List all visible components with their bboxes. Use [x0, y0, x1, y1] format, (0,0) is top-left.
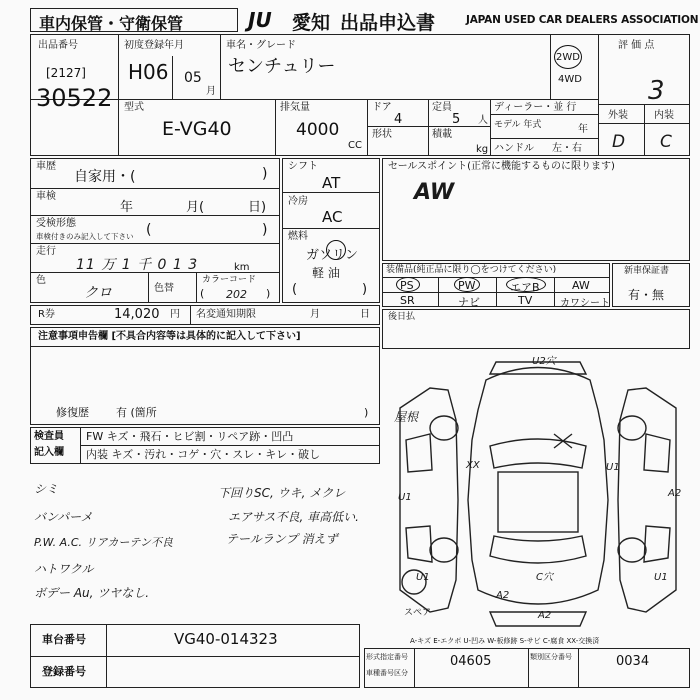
interior-label: 内装: [654, 110, 674, 121]
divider: [30, 346, 380, 347]
backseat-label: 後日払: [388, 312, 416, 322]
handle-label: ハンドル: [494, 143, 534, 154]
repair-value: 有 (箇所: [116, 406, 157, 419]
inspection-month: 月(: [186, 200, 205, 215]
color-value: クロ: [84, 285, 112, 301]
divider: [30, 99, 598, 100]
diagram-mark: U1: [398, 492, 412, 503]
equipment-label: 装備品(純正品に限り◯をつけてください): [386, 265, 557, 275]
divider: [528, 648, 529, 688]
divider: [598, 34, 599, 156]
note-line: ハトワクル: [34, 562, 94, 576]
divider: [148, 272, 149, 303]
divider: [550, 34, 551, 99]
history-close: ): [262, 166, 268, 182]
recipient-note: 車検付きのみ記入して下さい: [36, 232, 134, 241]
divider: [428, 99, 429, 156]
capacity-label: 定員: [432, 102, 452, 113]
color-label: 色: [36, 275, 46, 286]
logo: [246, 8, 294, 30]
drive-4wd: 4WD: [558, 74, 582, 85]
org-english: JAPAN USED CAR DEALERS ASSOCIATION: [466, 14, 699, 26]
equip-pw: PW: [458, 279, 476, 292]
divider: [106, 624, 107, 688]
inspector-label: 検査員: [34, 431, 64, 442]
mileage-label: 走行: [36, 246, 56, 257]
org-name: 愛知: [292, 12, 331, 34]
exterior-label: 外装: [608, 110, 628, 121]
shift-label: シフト: [288, 161, 318, 172]
diagram-mark: C穴: [536, 572, 553, 583]
inspection-label: 車検: [36, 191, 56, 202]
first-reg-month: 05: [184, 70, 202, 86]
divider: [190, 305, 191, 325]
divider: [490, 99, 491, 156]
diagram-mark: XX: [466, 460, 480, 471]
recipient-label: 受検形態: [36, 218, 76, 229]
inspection-year: 年: [120, 200, 134, 215]
equip-ps-circle: [396, 277, 420, 292]
color-code-label: カラーコード: [202, 275, 257, 285]
listing-no: 30522: [36, 84, 113, 112]
equip-airbag-circle: [506, 277, 546, 292]
fw-row: FW キズ・飛石・ヒビ割・リペア跡・凹凸: [86, 430, 294, 443]
fuel-label: 燃料: [288, 231, 308, 242]
spare-label: スペア: [404, 608, 432, 618]
equip-pw-circle: [454, 277, 480, 292]
divider: [414, 648, 415, 688]
divider: [30, 215, 280, 216]
model-year-label: モデル 年式: [494, 120, 542, 130]
aircon-value: AC: [322, 208, 343, 226]
note-line: バンパーメ: [34, 510, 93, 524]
divider: [598, 123, 690, 124]
rating-value: 3: [648, 76, 665, 106]
r-unit: 円: [170, 309, 180, 320]
divider: [30, 656, 360, 657]
capacity-value: 5: [452, 112, 461, 127]
divider: [644, 104, 645, 156]
divider: [220, 34, 221, 99]
type-label: 形式指定番号: [366, 653, 408, 661]
divider: [118, 34, 119, 99]
repair-note: 屋根: [394, 410, 419, 424]
model-label: 型式: [124, 102, 144, 113]
displacement-unit: CC: [348, 140, 362, 151]
equip-leather: カワシート: [560, 298, 610, 309]
capacity-unit: 人: [478, 115, 488, 126]
doors-value: 4: [394, 112, 403, 127]
shape-label: 形状: [372, 129, 392, 140]
equip-ps: PS: [400, 279, 414, 292]
note-line: エアサス不良, 車高低い.: [228, 510, 359, 524]
divider: [554, 277, 555, 307]
color-code-paren: (: [200, 287, 205, 300]
fuel-paren: (: [292, 282, 298, 297]
repaint-label: 色替: [154, 283, 174, 294]
displacement-label: 排気量: [280, 102, 310, 113]
diagram-legend: A-キズ E-エクボ U-凹み W-板修跡 S-サビ C-腐食 XX-交換済: [410, 637, 600, 645]
equip-tv: TV: [518, 294, 533, 307]
category-label: 類別区分番号: [530, 653, 572, 661]
warranty-label: 新車保証書: [624, 266, 670, 276]
diagram-mark: A2: [668, 488, 682, 499]
divider: [490, 138, 598, 139]
aircon-label: 冷房: [288, 196, 308, 207]
r-label: R券: [38, 309, 55, 320]
logo-text: JU: [248, 8, 272, 32]
warranty-options: 有・無: [628, 288, 665, 302]
type-value: 04605: [450, 654, 492, 669]
entry-label: 記入欄: [34, 447, 64, 458]
fuel-circle: [326, 240, 346, 260]
rating-label: 評 価 点: [618, 40, 655, 51]
diagram-mark: U1: [654, 572, 668, 583]
chassis-value: VG40-014323: [174, 630, 278, 648]
year-unit: 年: [578, 124, 588, 135]
load-unit: kg: [476, 144, 489, 155]
caution-label: 注意事項申告欄 [不具合内容等は具体的に記入して下さい]: [38, 331, 301, 342]
listing-small: [2127]: [46, 66, 86, 80]
dealer-label: ディーラー・並 行: [494, 102, 577, 113]
drive-2wd: 2WD: [556, 52, 580, 63]
divider: [275, 99, 276, 156]
name-change-day: 日: [360, 309, 370, 320]
divider: [80, 445, 380, 446]
color-code-close: ): [266, 287, 271, 300]
note-line: テールランプ 消えず: [226, 532, 338, 546]
first-reg-label: 初度登録年月: [124, 40, 184, 51]
r-value: 14,020: [114, 307, 160, 322]
color-code-value: 202: [226, 288, 247, 301]
mileage-value: 11 万 1 千 0 1 3: [76, 257, 199, 273]
drive-circle: [554, 45, 582, 69]
divider: [30, 188, 280, 189]
history-label: 車歴: [36, 161, 56, 172]
equip-sr: SR: [400, 294, 415, 307]
backseat-box: [382, 309, 690, 349]
selling-points-label: セールスポイント(正常に機能するものに限ります): [388, 161, 615, 172]
car-name-label: 車名・グレード: [226, 40, 296, 51]
reg-label: 登録番号: [42, 665, 86, 678]
selling-points-box: [382, 158, 690, 261]
history-value: 自家用・(: [74, 169, 136, 185]
divider: [496, 277, 497, 307]
divider: [30, 243, 280, 244]
fuel-close: ): [362, 282, 368, 297]
diagram-mark: U1: [606, 462, 620, 473]
equip-airbag: エアB: [510, 281, 540, 294]
first-reg-year: H06: [128, 60, 169, 84]
divider: [578, 648, 579, 688]
divider: [118, 99, 119, 156]
repair-close: ): [364, 406, 369, 419]
name-change-month: 月: [310, 309, 320, 320]
load-label: 積載: [432, 129, 452, 140]
doors-label: ドア: [372, 102, 392, 113]
divider: [282, 228, 380, 229]
note-line: 下回りSC, ウキ, メクレ: [218, 486, 346, 500]
note-line: ボデー Au, ツヤなし.: [34, 586, 150, 600]
divider: [172, 56, 173, 99]
interior-value: C: [660, 132, 672, 152]
title-left: 車内保管・守衛保管: [39, 14, 184, 33]
form-title: 出品申込書: [340, 12, 436, 34]
divider: [367, 99, 368, 156]
divider: [490, 114, 598, 115]
category-value: 0034: [616, 654, 650, 669]
recipient-close: ): [262, 222, 268, 238]
divider: [282, 192, 380, 193]
handle-options: 左・右: [552, 143, 582, 154]
selling-points-value: AW: [414, 180, 455, 205]
mileage-unit: km: [234, 262, 250, 273]
car-name: センチュリー: [228, 56, 336, 77]
fuel-diesel: 軽 油: [312, 266, 340, 280]
diagram-mark: A2: [538, 610, 552, 621]
equip-aw: AW: [572, 279, 590, 292]
month-unit: 月: [206, 86, 216, 97]
recipient-paren: (: [146, 222, 152, 238]
divider: [438, 277, 439, 307]
divider: [367, 126, 490, 127]
chassis-label: 車台番号: [42, 633, 86, 646]
note-line: シミ: [34, 482, 59, 496]
fuel-gas: ガソリン: [306, 248, 359, 263]
equip-navi: ナビ: [458, 296, 480, 309]
diagram-top-label: U2穴: [532, 356, 556, 367]
car-diagram: [386, 350, 690, 640]
exterior-value: D: [612, 132, 626, 152]
category-sub-label: 車種番号区分: [366, 669, 408, 677]
diagram-mark: U1: [416, 572, 430, 583]
interior-row: 内装 キズ・汚れ・コゲ・穴・スレ・キレ・破し: [86, 448, 321, 461]
model-value: E-VG40: [162, 118, 232, 140]
diagram-mark: A2: [496, 590, 510, 601]
title-left-box: [30, 8, 238, 32]
divider: [196, 272, 197, 303]
listing-no-label: 出品番号: [38, 40, 78, 51]
note-line: P.W. A.C. リアカーテン不良: [34, 536, 173, 549]
inspection-day: 日): [248, 200, 267, 215]
name-change-label: 名変通知期限: [196, 309, 256, 320]
displacement-value: 4000: [296, 120, 340, 140]
repair-label: 修復歴: [56, 406, 89, 419]
shift-value: AT: [322, 174, 341, 192]
